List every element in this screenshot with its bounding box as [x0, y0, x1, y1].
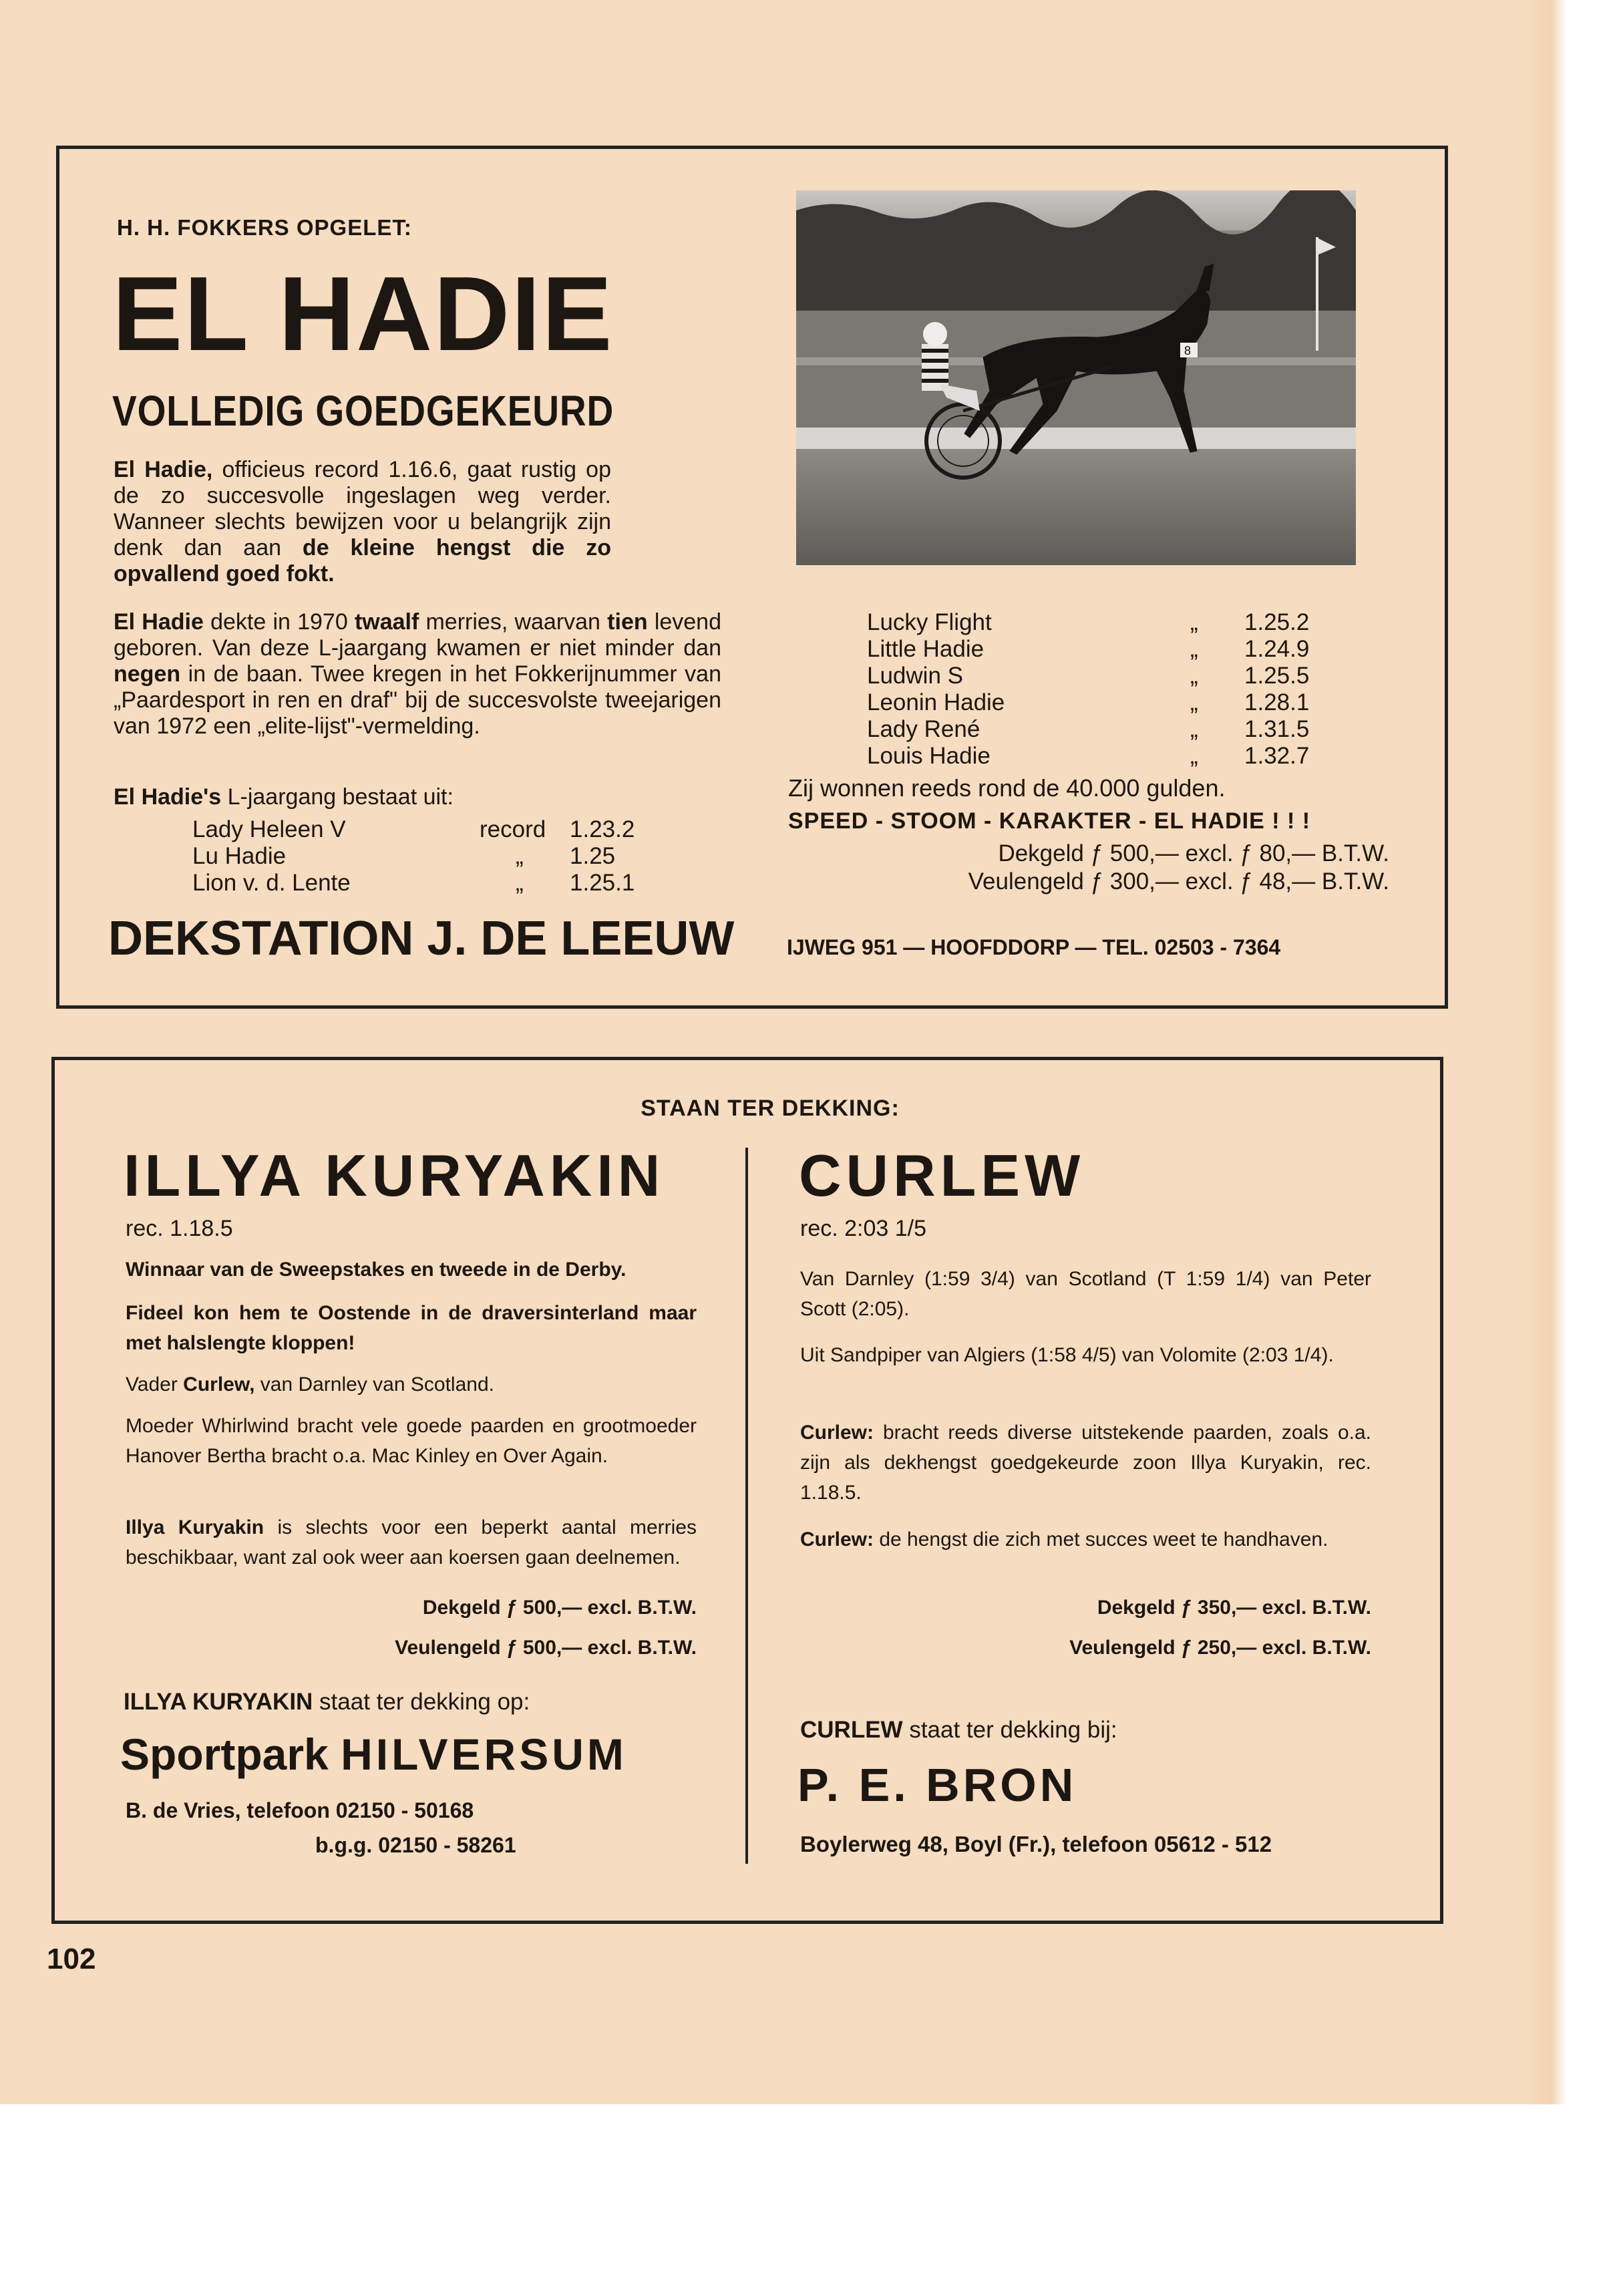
station-address: IJWEG 951 — HOOFDDORP — TEL. 02503 - 7364 [787, 935, 1281, 959]
slogan: SPEED - STOOM - KARAKTER - EL HADIE ! ! ! [788, 808, 1311, 834]
stud-station-name: DEKSTATION J. DE LEEUW [108, 912, 735, 965]
winnings-text: Zij wonnen reeds rond de 40.000 gulden. [788, 774, 1226, 802]
illya-oostende: Fideel kon hem te Oostende in de draversinterland maar met halslengte kloppen! [126, 1302, 697, 1354]
harness-racing-image [796, 190, 1356, 565]
stud-fee: Dekgeld ƒ 500,— excl. ƒ 80,— B.T.W. [998, 840, 1389, 866]
curlew-stand-line: CURLEW staat ter dekking bij: [800, 1717, 1117, 1743]
approval-subtitle: VOLLEDIG GOEDGEKEURD [112, 387, 614, 435]
illya-dam: Moeder Whirlwind bracht vele goede paarden en grootmoeder Hanover Bertha bracht o.a. Mac Kinley en Over Again. [126, 1415, 697, 1467]
curlew-record: rec. 2:03 1/5 [800, 1216, 927, 1241]
curlew-stud-fee: Dekgeld ƒ 350,— excl. B.T.W. [1097, 1597, 1371, 1619]
foal-fee: Veulengeld ƒ 300,— excl. ƒ 48,— B.T.W. [968, 868, 1389, 894]
illya-stud-fee: Dekgeld ƒ 500,— excl. B.T.W. [422, 1597, 697, 1619]
illya-kuryakin-name: ILLYA KURYAKIN [124, 1142, 665, 1208]
curlew-name: CURLEW [799, 1142, 1085, 1208]
illya-record: rec. 1.18.5 [126, 1216, 233, 1241]
curlew-owner: P. E. BRON [797, 1759, 1077, 1811]
illya-availability: Illya Kuryakin is slechts voor een beperkt aantal merries beschikbaar, want zal ook weer aan koersen gaan deelnemen. [126, 1516, 697, 1569]
curlew-pedigree-sire: Van Darnley (1:59 3/4) van Scotland (T 1:59 1/4) van Peter Scott (2:05). [800, 1268, 1371, 1320]
illya-sire: Vader Curlew, van Darnley van Scotland. [126, 1373, 494, 1396]
page-edge-shadow [1527, 0, 1567, 2104]
list-intro: El Hadie's L-jaargang bestaat uit: [114, 784, 454, 810]
horse-title: EL HADIE [112, 255, 614, 373]
curlew-foal-fee: Veulengeld ƒ 250,— excl. B.T.W. [1069, 1637, 1371, 1659]
trotter-photo [796, 190, 1356, 565]
ad-kicker: H. H. FOKKERS OPGELET: [117, 215, 412, 240]
page-number: 102 [47, 1943, 96, 1975]
venue-name: Sportpark HILVERSUM [120, 1730, 627, 1779]
illya-contact: B. de Vries, telefoon 02150 - 50168 [126, 1798, 474, 1822]
breeding-paragraph: El Hadie dekte in 1970 twaalf merries, waarvan tien levend geboren. Van deze L-jaargang kwamen er niet minder dan negen in de baan. Twee kregen in het Fokkerijnummer van „Paardesport in ren en draf" bij de succesvolste tweejarigen van 1972 een „elite-lijst"-vermelding. [114, 609, 722, 739]
intro-paragraph: El Hadie, officieus record 1.16.6, gaat rustig op de zo succesvolle ingeslagen weg verder. Wanneer slechts bewijzen voor u belangrijk zijn denk dan aan de kleine hengst die zo opvallend goed fokt. [114, 457, 611, 587]
stallions-heading: STAAN TER DEKKING: [641, 1096, 900, 1121]
curlew-offspring: Curlew: bracht reeds diverse uitstekende paarden, zoals o.a. zijn als dekhengst goedgekeurde zoon Illya Kuryakin, rec. 1.18.5. [800, 1422, 1371, 1504]
magazine-page: H. H. FOKKERS OPGELET: EL HADIE VOLLEDIG GOEDGEKEURD El Hadie, officieus record 1.16.6, gaat rustig op de zo succesvolle ingeslagen weg verder. Wanneer slechts bewijzen voor u belangrijk zijn denk dan aan de kleine hengst die zo opvallend goed fokt. El Hadie dekte in 1970 twaalf merries, waarvan tien levend geboren. Van deze L-jaargang kwamen er niet minder dan negen in de baan. Twee kregen in het Fokkerijnummer van „Paardesport in ren en draf" bij de succesvolste tweejarigen van 1972 een „elite-lijst"-vermelding. El Hadie's L-jaargang bestaat uit: Lady Heleen V record 1.23.2 Lu Hadie „ 1.25 Lion v. d. Lente „ 1.25.1 8 Lucky Flight „ 1.25.2 Little Hadie „ 1.24.9 Ludwin S „ 1.25.5 Leonin Hadie „ 1.28.1 Lady René „ 1.31.5 Louis Hadie „ 1.32.7 Zij wonnen reeds rond de 40.000 gulden. SPEED - STOOM - KARAKTER - EL HADIE ! ! ! Dekgeld ƒ 500,— excl. ƒ 80,— B.T.W. Veulengeld ƒ 300,— excl. ƒ 48,— B.T.W. DEKSTATION J. DE LEEUW IJWEG 951 — HOOFDDORP — TEL. 02503 - 7364 STAAN TER DEKKING: ILLYA KURYAKIN rec. 1.18.5 Winnaar van de Sweepstakes en tweede in de Derby. Fideel kon hem te Oostende in de draversinterland maar met halslengte kloppen! Vader Curlew, van Darnley van Scotland. Moeder Whirlwind bracht vele goede paarden en grootmoeder Hanover Bertha bracht o.a. Mac Kinley en Over Again. Illya Kuryakin is slechts voor een beperkt aantal merries beschikbaar, want zal ook weer aan koersen gaan deelnemen. Dekgeld ƒ 500,— excl. B.T.W. Veulengeld ƒ 500,— excl. B.T.W. ILLYA KURYAKIN staat ter dekking op: Sportpark HILVERSUM B. de Vries, telefoon 02150 - 50168 b.g.g. 02150 - 58261 CURLEW rec. 2:03 1/5 Van Darnley (1:59 3/4) van Scotland (T 1:59 1/4) van Peter Scott (2:05). Uit Sandpiper van Algiers (1:58 4/5) van Volomite (2:03 1/4). Curlew: bracht reeds diverse uitstekende paarden, zoals o.a. zijn als dekhengst goedgekeurde zoon Illya Kuryakin, rec. 1.18.5. Curlew: de hengst die zich met succes weet te handhaven. Dekgeld ƒ 350,— excl. B.T.W. Veulengeld ƒ 250,— excl. B.T.W. CURLEW staat ter dekking bij: P. E. BRON Boylerweg 48, Boyl (Fr.), telefoon 05612 - 512 102 [0, 0, 1540, 2104]
curlew-pedigree-dam: Uit Sandpiper van Algiers (1:58 4/5) van Volomite (2:03 1/4). [800, 1344, 1334, 1366]
column-divider [745, 1148, 748, 1864]
illya-foal-fee: Veulengeld ƒ 500,— excl. B.T.W. [395, 1637, 697, 1659]
svg-text:8: 8 [1184, 344, 1192, 357]
curlew-note: Curlew: de hengst die zich met succes weet te handhaven. [800, 1528, 1328, 1550]
curlew-address: Boylerweg 48, Boyl (Fr.), telefoon 05612 - 512 [800, 1832, 1272, 1856]
illya-stand-line: ILLYA KURYAKIN staat ter dekking op: [124, 1689, 530, 1715]
illya-contact-alt: b.g.g. 02150 - 58261 [315, 1833, 516, 1857]
illya-achievement: Winnaar van de Sweepstakes en tweede in de Derby. [126, 1259, 627, 1281]
